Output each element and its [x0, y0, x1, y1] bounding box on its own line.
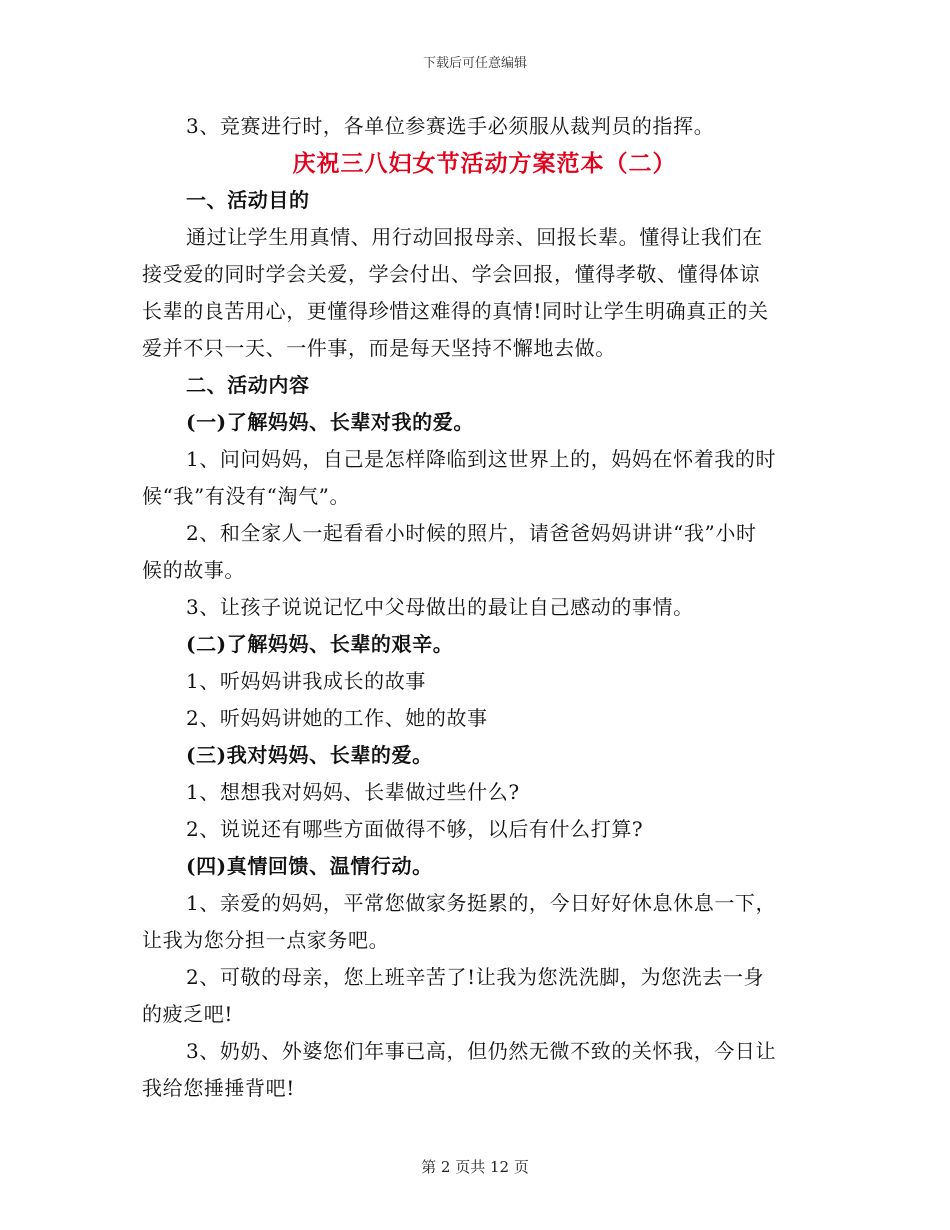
subheading-3: (三)我对妈妈、长辈的爱。: [186, 743, 433, 767]
list-item: 2、可敬的母亲，您上班辛苦了!让我为您洗洗脚，为您洗去一身: [186, 965, 765, 989]
section-heading-content: 二、活动内容: [186, 373, 310, 397]
section-heading-purpose: 一、活动目的: [186, 188, 310, 212]
list-item-cont: 候的故事。: [142, 558, 245, 582]
list-item: 1、听妈妈讲我成长的故事: [186, 669, 426, 693]
list-item: 3、让孩子说说记忆中父母做出的最让自己感动的事情。: [186, 595, 694, 619]
document-title: 庆祝三八妇女节活动方案范本（二）: [292, 150, 677, 177]
paragraph-line: 爱并不只一天、一件事，而是每天坚持不懈地去做。: [142, 336, 616, 360]
document-body: [142, 108, 807, 1107]
page-footer: 第 2 页共 12 页: [421, 1158, 529, 1176]
paragraph-line: 通过让学生用真情、用行动回报母亲、回报长辈。懂得让我们在: [186, 225, 763, 249]
list-item: 1、问问妈妈，自己是怎样降临到这世界上的，妈妈在怀着我的时: [186, 447, 777, 471]
list-item-cont: 让我为您分担一点家务吧。: [142, 928, 390, 952]
list-item-prev: 3、竞赛进行时，各单位参赛选手必须服从裁判员的指挥。: [186, 114, 715, 138]
list-item: 2、说说还有哪些方面做得不够，以后有什么打算?: [186, 817, 644, 841]
list-item-cont: 候“我”有没有“淘气”。: [142, 484, 351, 508]
list-item-cont: 我给您捶捶背吧!: [142, 1076, 295, 1100]
list-item-cont: 的疲乏吧!: [142, 1002, 234, 1026]
subheading-4: (四)真情回馈、温情行动。: [186, 854, 433, 878]
page-header: 下载后可任意编辑: [422, 56, 527, 71]
list-item: 2、和全家人一起看看小时候的照片，请爸爸妈妈讲讲“我”小时: [186, 521, 757, 545]
paragraph-line: 接受爱的同时学会关爱，学会付出、学会回报，懂得孝敬、懂得体谅: [142, 262, 760, 286]
list-item: 2、听妈妈讲她的工作、她的故事: [186, 706, 488, 730]
list-item: 1、想想我对妈妈、长辈做过些什么?: [186, 780, 520, 804]
list-item: 1、亲爱的妈妈，平常您做家务挺累的，今日好好休息休息一下，: [186, 891, 777, 915]
subheading-1: (一)了解妈妈、长辈对我的爱。: [186, 410, 474, 434]
paragraph-line: 长辈的良苦用心，更懂得珍惜这难得的真情!同时让学生明确真正的关: [142, 299, 769, 323]
subheading-2: (二)了解妈妈、长辈的艰辛。: [186, 632, 454, 656]
list-item: 3、奶奶、外婆您们年事已高，但仍然无微不致的关怀我，今日让: [186, 1039, 777, 1063]
